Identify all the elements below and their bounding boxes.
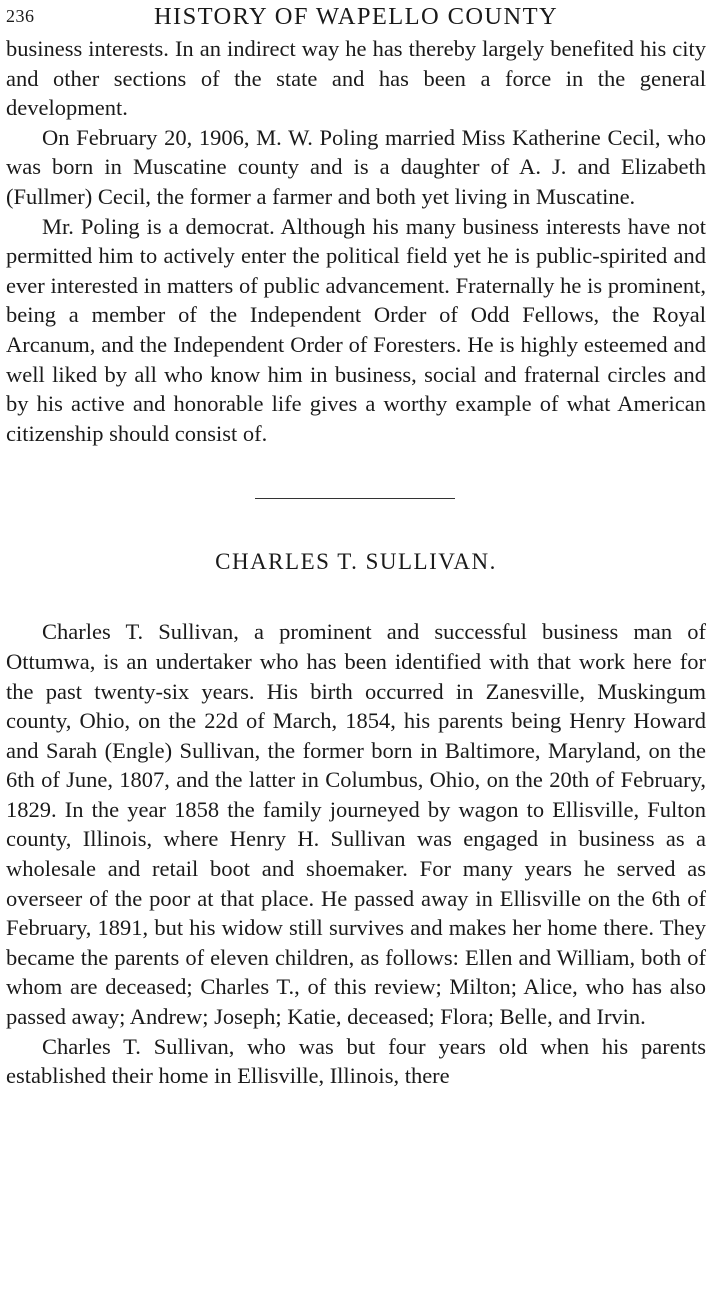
biography-paragraph-2: Charles T. Sullivan, who was but four years old when his parents established their home in Ellisville, Illinois, there: [6, 1033, 706, 1089]
section-divider: [255, 498, 455, 499]
paragraph-politics: Mr. Poling is a democrat. Although his many business interests have not permitted him to actively enter the political field yet he is public-spirited and ever interested in matters of public advancement. Fraternally he is prominent, being a member of the Independent Order of Odd Fellows, the Royal Arcanum, and the Independent Order of Foresters. He is highly esteemed and well liked by all who know him in business, social and fraternal circles and by his active and honorable life gives a worthy example of what American citizenship should consist of.: [6, 213, 706, 446]
paragraph-continuation: business interests. In an indirect way he has thereby largely benefited his city and other sections of the state and has been a force in the general development.: [6, 36, 706, 121]
page-number: 236: [6, 6, 35, 26]
running-head: HISTORY OF WAPELLO COUNTY: [153, 3, 559, 30]
page-header: [6, 0, 706, 34]
paragraph-marriage: On February 20, 1906, M. W. Poling married Miss Katherine Cecil, who was born in Muscatine county and is a daughter of A. J. and Elizabeth (Fullmer) Cecil, the former a farmer and both yet living in Muscatine.: [6, 124, 706, 209]
biography-title: CHARLES T. SULLIVAN.: [215, 549, 497, 575]
biography-paragraph-1: Charles T. Sullivan, a prominent and successful business man of Ottumwa, is an undertaker who has been identified with that work here for the past twenty-six years. His birth occurred in Zanesville, Muskingum county, Ohio, on the 22d of March, 1854, his parents being Henry Howard and Sarah (Engle) Sullivan, the former born in Baltimore, Maryland, on the 6th of June, 1807, and the latter in Columbus, Ohio, on the 20th of February, 1829. In the year 1858 the family journeyed by wagon to Ellisville, Fulton county, Illinois, where Henry H. Sullivan was engaged in business as a wholesale and retail boot and shoemaker. For many years he served as overseer of the poor at that place. He passed away in Ellisville on the 6th of February, 1891, but his widow still survives and makes her home there. They became the parents of eleven children, as follows: Ellen and William, both of whom are deceased; Charles T., of this review; Milton; Alice, who has also passed away; Andrew; Joseph; Katie, deceased; Flora; Belle, and Irvin.: [6, 619, 706, 1030]
book-page: [6, 0, 706, 1091]
